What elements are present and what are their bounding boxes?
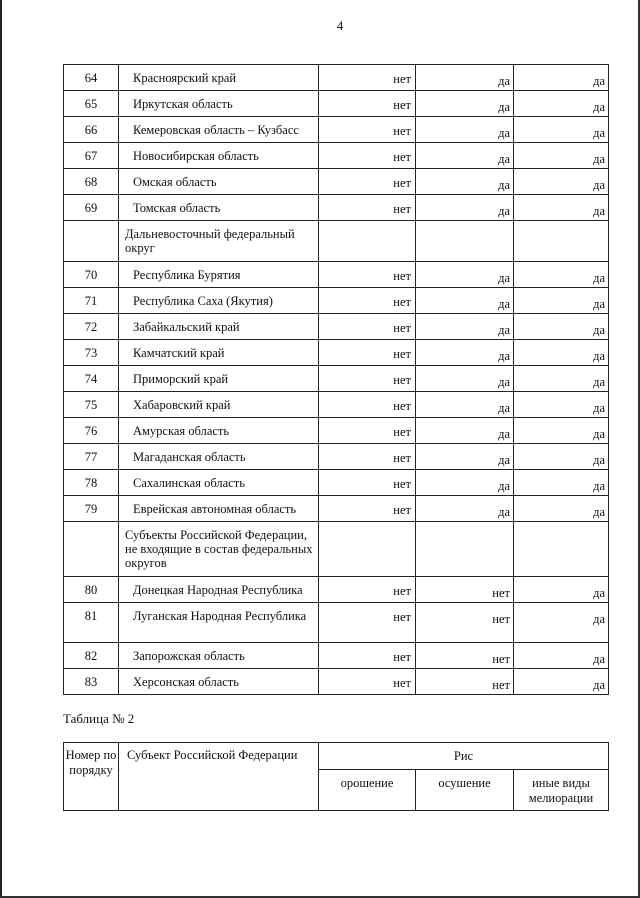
cell-col4: да [416, 195, 514, 221]
cell-col3: нет [319, 366, 416, 392]
cell-col3: нет [319, 65, 416, 91]
cell-col5: да [514, 117, 609, 143]
cell-col5: да [514, 603, 609, 643]
cell-col4 [416, 522, 514, 577]
cell-col4: да [416, 91, 514, 117]
table-row [64, 169, 609, 195]
subject-name: Луганская Народная Республика [119, 603, 319, 643]
row-number: 77 [64, 444, 119, 470]
table-row [64, 444, 609, 470]
cell-col4: нет [416, 603, 514, 643]
cell-col4: да [416, 444, 514, 470]
row-number: 80 [64, 577, 119, 603]
cell-col5: да [514, 195, 609, 221]
row-number: 78 [64, 470, 119, 496]
table-row [64, 577, 609, 603]
cell-col4: да [416, 288, 514, 314]
cell-col5: да [514, 143, 609, 169]
cell-col5: да [514, 470, 609, 496]
row-number: 64 [64, 65, 119, 91]
subject-name: Красноярский край [119, 65, 319, 91]
table-row [64, 117, 609, 143]
subject-name: Хабаровский край [119, 392, 319, 418]
cell-col5: да [514, 91, 609, 117]
table-1-body [64, 65, 609, 695]
row-number: 72 [64, 314, 119, 340]
row-number: 81 [64, 603, 119, 643]
subject-name: Херсонская область [119, 669, 319, 695]
cell-col5: да [514, 496, 609, 522]
table-1 [63, 64, 609, 695]
row-number: 82 [64, 643, 119, 669]
table-row [64, 65, 609, 91]
cell-col5: да [514, 444, 609, 470]
header-irrigation: орошение [319, 770, 416, 811]
row-number: 70 [64, 262, 119, 288]
cell-col3: нет [319, 91, 416, 117]
cell-col3: нет [319, 195, 416, 221]
table-row [64, 91, 609, 117]
cell-col3: нет [319, 577, 416, 603]
cell-col3: нет [319, 444, 416, 470]
cell-col4: да [416, 496, 514, 522]
row-number: 66 [64, 117, 119, 143]
cell-col4: да [416, 366, 514, 392]
cell-col3: нет [319, 470, 416, 496]
subject-name: Сахалинская область [119, 470, 319, 496]
table-row [64, 288, 609, 314]
cell-col3: нет [319, 496, 416, 522]
subject-name: Кемеровская область – Кузбасс [119, 117, 319, 143]
group-row [64, 522, 609, 577]
cell-col3: нет [319, 288, 416, 314]
table-row [64, 314, 609, 340]
subject-name: Иркутская область [119, 91, 319, 117]
cell-col5: да [514, 577, 609, 603]
row-number [64, 522, 119, 577]
cell-col3: нет [319, 169, 416, 195]
cell-col4: да [416, 418, 514, 444]
scan-edge-left [0, 0, 2, 898]
header-drainage: осушение [416, 770, 514, 811]
group-name: Субъекты Российской Федерации, не входящие в состав федеральных округов [119, 522, 319, 577]
row-number: 79 [64, 496, 119, 522]
table-row [64, 496, 609, 522]
cell-col3: нет [319, 314, 416, 340]
cell-col4: нет [416, 643, 514, 669]
row-number: 83 [64, 669, 119, 695]
table-row [64, 470, 609, 496]
cell-col4: да [416, 470, 514, 496]
cell-col3: нет [319, 669, 416, 695]
cell-col3: нет [319, 117, 416, 143]
row-number: 69 [64, 195, 119, 221]
table-row [64, 143, 609, 169]
cell-col4: да [416, 65, 514, 91]
table-row [64, 195, 609, 221]
cell-col5: да [514, 340, 609, 366]
row-number: 73 [64, 340, 119, 366]
table-2-title: Таблица № 2 [63, 711, 135, 726]
cell-col4: да [416, 169, 514, 195]
cell-col4: нет [416, 577, 514, 603]
subject-name: Амурская область [119, 418, 319, 444]
cell-col5: да [514, 366, 609, 392]
subject-name: Республика Саха (Якутия) [119, 288, 319, 314]
subject-name: Республика Бурятия [119, 262, 319, 288]
subject-name: Новосибирская область [119, 143, 319, 169]
cell-col5: да [514, 314, 609, 340]
subject-name: Забайкальский край [119, 314, 319, 340]
cell-col4: да [416, 143, 514, 169]
subject-name: Томская область [119, 195, 319, 221]
table-row [64, 603, 609, 643]
cell-col5: да [514, 669, 609, 695]
cell-col4: да [416, 340, 514, 366]
cell-col5 [514, 522, 609, 577]
cell-col5: да [514, 643, 609, 669]
cell-col3: нет [319, 418, 416, 444]
row-number: 75 [64, 392, 119, 418]
cell-col3: нет [319, 643, 416, 669]
row-number: 71 [64, 288, 119, 314]
header-subject: Субъект Российской Федерации [119, 743, 319, 811]
group-name: Дальневосточный федеральный округ [119, 221, 319, 262]
subject-name: Камчатский край [119, 340, 319, 366]
cell-col4 [416, 221, 514, 262]
header-number: Номер по порядку [64, 743, 119, 811]
cell-col3: нет [319, 262, 416, 288]
page-number: 4 [336, 18, 344, 33]
cell-col5: да [514, 169, 609, 195]
subject-name: Приморский край [119, 366, 319, 392]
table-row [64, 340, 609, 366]
table-row [64, 643, 609, 669]
header-other-melioration: иные виды мелиорации [514, 770, 609, 811]
cell-col3: нет [319, 340, 416, 366]
row-number: 74 [64, 366, 119, 392]
cell-col3: нет [319, 143, 416, 169]
subject-name: Запорожская область [119, 643, 319, 669]
subject-name: Еврейская автономная область [119, 496, 319, 522]
row-number [64, 221, 119, 262]
cell-col5: да [514, 392, 609, 418]
subject-name: Донецкая Народная Республика [119, 577, 319, 603]
cell-col3 [319, 522, 416, 577]
table-row [64, 392, 609, 418]
table-row [64, 669, 609, 695]
cell-col3 [319, 221, 416, 262]
subject-name: Магаданская область [119, 444, 319, 470]
table-row [64, 262, 609, 288]
cell-col5: да [514, 65, 609, 91]
table-row [64, 366, 609, 392]
cell-col4: да [416, 392, 514, 418]
table-2-header-row [64, 743, 609, 770]
cell-col4: да [416, 314, 514, 340]
row-number: 68 [64, 169, 119, 195]
row-number: 65 [64, 91, 119, 117]
cell-col4: да [416, 117, 514, 143]
cell-col4: нет [416, 669, 514, 695]
cell-col5: да [514, 262, 609, 288]
table-row [64, 418, 609, 444]
row-number: 67 [64, 143, 119, 169]
cell-col5 [514, 221, 609, 262]
subject-name: Омская область [119, 169, 319, 195]
cell-col3: нет [319, 392, 416, 418]
cell-col5: да [514, 288, 609, 314]
group-row [64, 221, 609, 262]
header-rice: Рис [319, 743, 609, 770]
cell-col3: нет [319, 603, 416, 643]
table-2 [63, 742, 609, 811]
cell-col5: да [514, 418, 609, 444]
cell-col4: да [416, 262, 514, 288]
row-number: 76 [64, 418, 119, 444]
